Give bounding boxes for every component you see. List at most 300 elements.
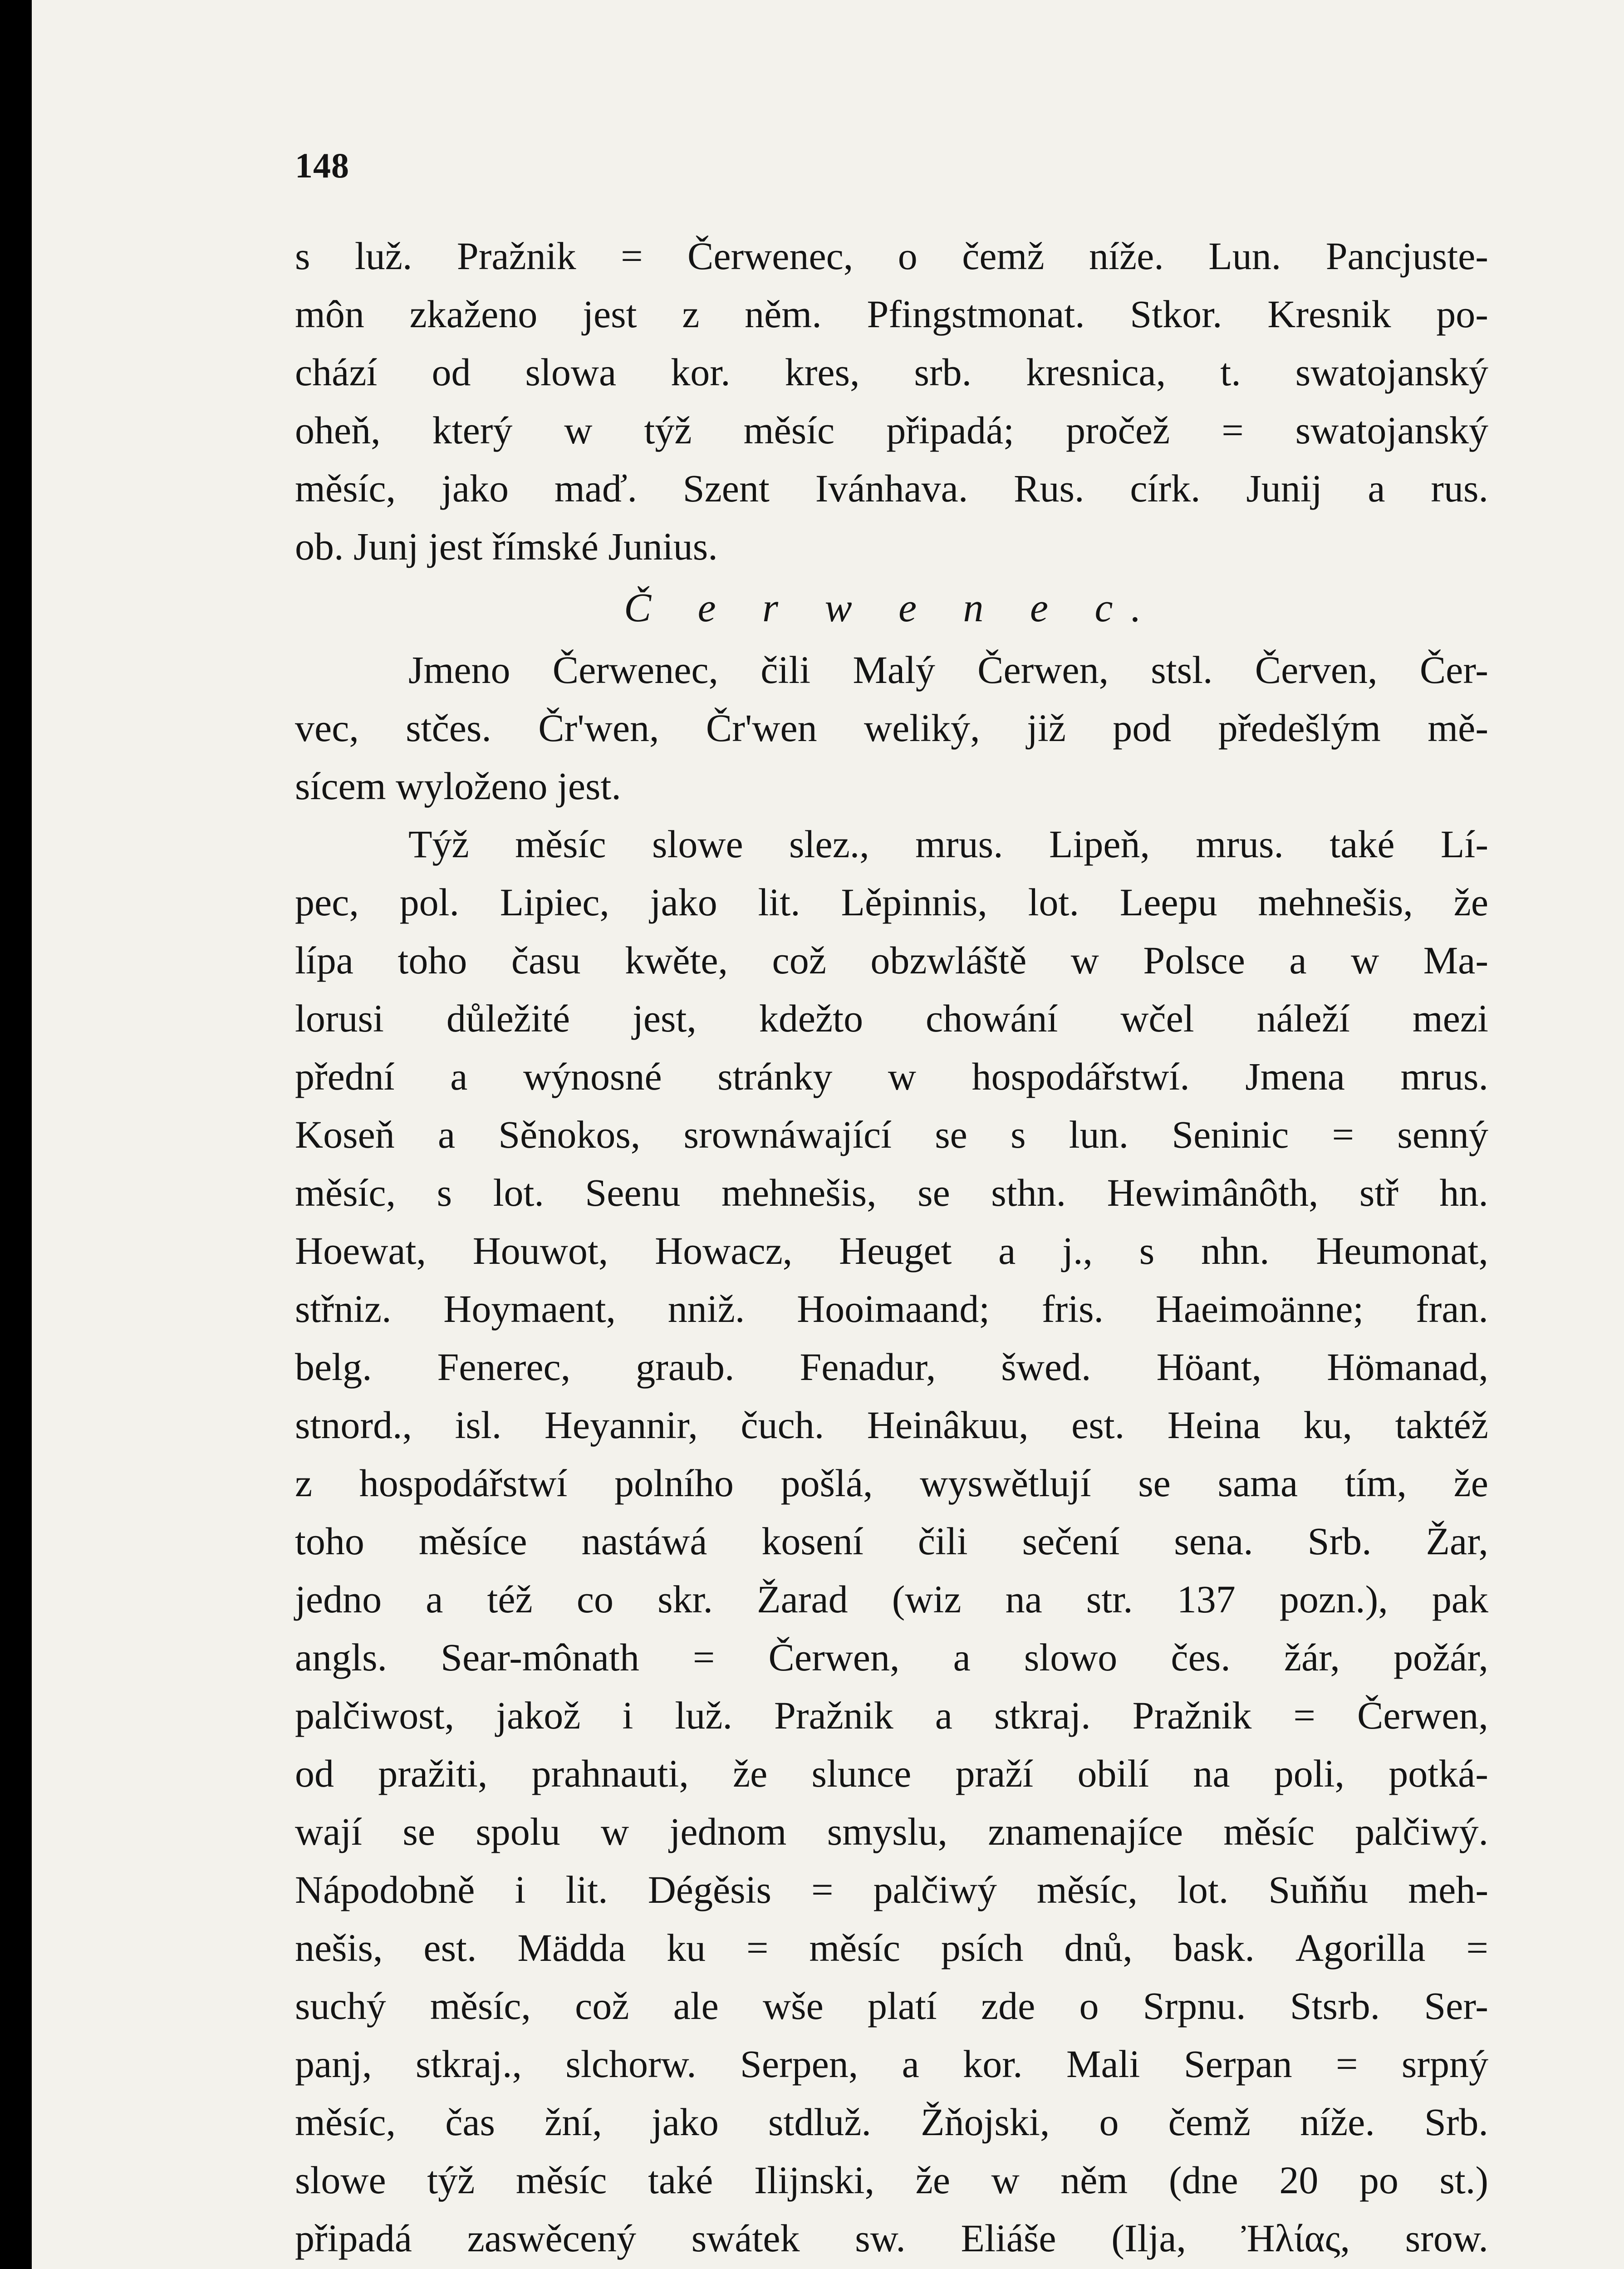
word: mezi (1412, 997, 1488, 1040)
text-line (295, 2093, 1488, 2151)
text-line (295, 931, 1488, 989)
word: poli, (1274, 1752, 1345, 1795)
word: Lipeň, (1049, 822, 1150, 866)
word: dnů, (1064, 1926, 1133, 1969)
word: = (1293, 1694, 1315, 1737)
word: Čr'wen (706, 706, 817, 750)
text-line (295, 1977, 1488, 2035)
text-line (295, 1338, 1488, 1396)
word: jakož (496, 1694, 581, 1737)
word: jest (583, 292, 637, 336)
word: maď. (554, 467, 637, 510)
word: = (1336, 2042, 1358, 2086)
word: měsíc (809, 1926, 901, 1969)
word: připadá (295, 2216, 412, 2260)
word: žár, (1284, 1635, 1340, 1679)
word: psích (941, 1926, 1024, 1969)
word: t. (1220, 350, 1241, 394)
word: str. (1086, 1577, 1133, 1621)
word: wyswětlují (920, 1461, 1091, 1505)
word: Ivánhava. (815, 467, 968, 510)
word: w (888, 1055, 917, 1098)
word: pražiti, (378, 1752, 488, 1795)
word: Mali (1066, 2042, 1140, 2086)
word: týž (427, 2158, 475, 2202)
word: také (1330, 822, 1395, 866)
text-line (295, 1570, 1488, 1628)
word: suchý (295, 1984, 386, 2028)
word: kosení (761, 1519, 864, 1563)
word: wčel (1120, 997, 1194, 1040)
word: Eliáše (961, 2216, 1056, 2260)
word: Pancjuste- (1325, 234, 1488, 278)
word: čas (445, 2100, 496, 2144)
word: senný (1397, 1113, 1488, 1156)
word: se (917, 1171, 950, 1214)
word: Mädda (517, 1926, 626, 1969)
word: mehnešis, (721, 1171, 877, 1214)
word: slowe (652, 822, 743, 866)
text-line (295, 1047, 1488, 1105)
word: palčiwý. (1355, 1810, 1488, 1853)
word: měsíc (743, 408, 835, 452)
word: potká- (1388, 1752, 1488, 1795)
text-line (295, 343, 1488, 401)
word: se (402, 1810, 436, 1853)
word: o (1079, 1984, 1099, 2028)
word: Červen, (1255, 648, 1378, 692)
word: smyslu, (827, 1810, 947, 1853)
word: w (564, 408, 593, 452)
word: Heyannir, (544, 1403, 698, 1447)
text-line (295, 1105, 1488, 1164)
word: Pfingstmonat. (867, 292, 1085, 336)
word: kwěte, (625, 938, 728, 982)
word: chází (295, 350, 378, 394)
word: čes. (1171, 1635, 1231, 1679)
word: Leepu (1119, 880, 1217, 924)
word: měsíc, (1036, 1868, 1138, 1911)
text-line (295, 1164, 1488, 1222)
word: slowo (1024, 1635, 1118, 1679)
word: = (1332, 1113, 1354, 1156)
text-line (295, 1628, 1488, 1686)
word: měsíc, (295, 1171, 396, 1214)
word: nastáwá (581, 1519, 707, 1563)
word: nhn. (1201, 1229, 1270, 1272)
word: Houwot, (472, 1229, 608, 1272)
word: kres, (785, 350, 860, 394)
intro-paragraph (295, 227, 1488, 575)
word: taktéž (1395, 1403, 1488, 1447)
word: šwed. (1001, 1345, 1091, 1389)
paragraph-2 (295, 815, 1488, 2267)
word: též (487, 1577, 533, 1621)
word: Koseň (295, 1113, 395, 1156)
word: znamenajíce (988, 1810, 1183, 1853)
word: o (898, 234, 917, 278)
word: náleží (1256, 997, 1350, 1040)
word: lun. (1069, 1113, 1129, 1156)
word: což (772, 938, 826, 982)
book-page (32, 0, 1624, 2269)
word: tím, (1344, 1461, 1407, 1505)
word: slchorw. (565, 2042, 697, 2086)
word: po- (1436, 292, 1488, 336)
word: Čerwen, (977, 648, 1109, 692)
word: sama (1217, 1461, 1298, 1505)
word: wají (295, 1810, 363, 1853)
text-line (295, 517, 1488, 575)
word: Týž (408, 822, 469, 866)
word: mrus. (1196, 822, 1284, 866)
word: wyloženo (396, 764, 548, 808)
text-line (295, 1686, 1488, 1744)
word: toho (397, 938, 467, 982)
word: w (1351, 938, 1379, 982)
word: Fenerec, (437, 1345, 571, 1389)
word: wše (763, 1984, 824, 2028)
word: z (682, 292, 700, 336)
word: lorusi (295, 997, 384, 1040)
word: se (1138, 1461, 1171, 1505)
word: Čerwen, (1357, 1694, 1488, 1737)
word: měsíc (515, 822, 606, 866)
word: lípa (295, 938, 353, 982)
text-line (295, 1454, 1488, 1512)
word: který (432, 408, 513, 452)
word: sthn. (991, 1171, 1066, 1214)
word: platí (867, 1984, 937, 2028)
word: Heinâkuu, (867, 1403, 1029, 1447)
word: (dne (1168, 2158, 1238, 2202)
word: pod (1113, 706, 1172, 750)
word: Ilijnski, (754, 2158, 875, 2202)
word: fran. (1415, 1287, 1488, 1331)
word: s (1011, 1113, 1026, 1156)
word: lit. (758, 880, 800, 924)
word: hospodářstwí. (971, 1055, 1190, 1098)
word: Lěpinnis, (841, 880, 987, 924)
word: pec, (295, 880, 359, 924)
word: sečení (1022, 1519, 1120, 1563)
word: Jmeno (408, 648, 510, 692)
word: Serpen, (740, 2042, 859, 2086)
word: palčiwý (873, 1868, 997, 1911)
word: obzwláště (870, 938, 1027, 982)
word: a (953, 1635, 971, 1679)
word: meh- (1408, 1868, 1488, 1911)
word: Srb. (1307, 1519, 1372, 1563)
text-line (295, 1280, 1488, 1338)
word: co (576, 1577, 613, 1621)
text-line (295, 1861, 1488, 1919)
word: srow. (1405, 2216, 1488, 2260)
word: a (998, 1229, 1016, 1272)
word: měsíc, (430, 1984, 531, 2028)
word: Szent (682, 467, 770, 510)
word: mrus. (915, 822, 1003, 866)
word: stkraj., (415, 2042, 522, 2086)
word: Serpan (1183, 2042, 1292, 2086)
word: jako (651, 2100, 719, 2144)
paragraph-1 (295, 641, 1488, 815)
word: Sěnokos, (498, 1113, 641, 1156)
word: stsl. (1151, 648, 1213, 692)
word: Čr'wen, (538, 706, 659, 750)
word: = (1466, 1926, 1488, 1969)
word: stčes. (406, 706, 491, 750)
word: a (426, 1577, 443, 1621)
word: také (648, 2158, 713, 2202)
word: přední (295, 1055, 395, 1098)
text-line (295, 1919, 1488, 1977)
word: od (432, 350, 471, 394)
text-line (295, 757, 1488, 815)
word: mehnešis, (1258, 880, 1413, 924)
text-line (295, 2209, 1488, 2267)
word: slunce (811, 1752, 912, 1795)
word: = (621, 234, 643, 278)
word: čemž (962, 234, 1045, 278)
word: Hewimânôth, (1107, 1171, 1319, 1214)
text-line (295, 873, 1488, 931)
word: Junj (353, 525, 419, 568)
word: Jmena (1245, 1055, 1345, 1098)
word: lit. (565, 1868, 608, 1911)
word: stř (1359, 1171, 1398, 1214)
word: měsíc (1223, 1810, 1315, 1853)
word: i (622, 1694, 633, 1737)
word: o (1099, 2100, 1119, 2144)
word: oheň, (295, 408, 381, 452)
word: níže. (1300, 2100, 1375, 2144)
word: čili (917, 1519, 968, 1563)
word: předešlým (1218, 706, 1381, 750)
word: že (733, 1752, 768, 1795)
word: Dégěsis (648, 1868, 771, 1911)
word: ku (667, 1926, 706, 1969)
text-line (295, 401, 1488, 459)
word: swátek (691, 2216, 800, 2260)
word: níže. (1089, 234, 1164, 278)
word: že (1453, 1461, 1488, 1505)
text-line (295, 1396, 1488, 1454)
word: s (295, 234, 310, 278)
word: sw. (855, 2216, 906, 2260)
word: panj, (295, 2042, 372, 2086)
word: Rus. (1014, 467, 1084, 510)
word: Polsce (1143, 938, 1245, 982)
text-line (295, 1512, 1488, 1570)
word: Pražnik (456, 234, 576, 278)
word: pak (1432, 1577, 1488, 1621)
word: spolu (476, 1810, 560, 1853)
word: (Ilja, (1111, 2216, 1187, 2260)
word: kor. (671, 350, 731, 394)
word: isl. (455, 1403, 502, 1447)
word: est. (1071, 1403, 1125, 1447)
page-number: 148 (295, 146, 349, 185)
word: s (437, 1171, 452, 1214)
text-line (295, 1744, 1488, 1802)
word: Lun. (1208, 234, 1281, 278)
word: 20 (1279, 2158, 1319, 2202)
word: a (1289, 938, 1307, 982)
word: Hoymaent, (443, 1287, 616, 1331)
word: weliký, (864, 706, 980, 750)
word: jest, (632, 997, 697, 1040)
word: Heina (1167, 1403, 1261, 1447)
word: Hoewat, (295, 1229, 426, 1272)
word: ale (673, 1984, 719, 2028)
word: mrus. (1400, 1055, 1488, 1098)
word: Žar, (1426, 1519, 1488, 1563)
word: Höant, (1156, 1345, 1262, 1389)
text-line (295, 815, 1488, 873)
word: toho (295, 1519, 364, 1563)
text-line (295, 285, 1488, 343)
word: angls. (295, 1635, 388, 1679)
word: môn (295, 292, 364, 336)
word: a (935, 1694, 952, 1737)
word: z (295, 1461, 313, 1505)
word: srb. (914, 350, 972, 394)
word: stránky (717, 1055, 833, 1098)
text-line (295, 699, 1488, 757)
body-text (295, 227, 1488, 2267)
word: římské (492, 525, 599, 568)
word: pol. (399, 880, 459, 924)
word: hospodářstwí (359, 1461, 568, 1505)
word: Hooimaand; (797, 1287, 990, 1331)
word: času (511, 938, 581, 982)
word: mě- (1428, 706, 1488, 750)
text-line (295, 227, 1488, 285)
word: Čer- (1419, 648, 1488, 692)
word: Seninic (1172, 1113, 1289, 1156)
word: Žarad (757, 1577, 848, 1621)
text-line (295, 459, 1488, 517)
word: Čerwenec, (687, 234, 854, 278)
word: graub. (636, 1345, 735, 1389)
word: Ἠλίας, (1241, 2216, 1350, 2260)
word: zkaženo (409, 292, 538, 336)
word: = (692, 1635, 715, 1679)
word: na (1005, 1577, 1042, 1621)
word: měsíce (418, 1519, 527, 1563)
word: ob. (295, 525, 344, 568)
word: důležité (446, 997, 570, 1040)
text-line (295, 1222, 1488, 1280)
word: = (746, 1926, 769, 1969)
word: Suňňu (1268, 1868, 1369, 1911)
word: nniž. (667, 1287, 745, 1331)
word: rus. (1431, 467, 1488, 510)
word: Stkor. (1130, 292, 1222, 336)
word: pošlá, (780, 1461, 873, 1505)
word: Junius. (608, 525, 718, 568)
word: kor. (963, 2042, 1023, 2086)
word: srpný (1401, 2042, 1488, 2086)
word: stnord., (295, 1403, 412, 1447)
word: obilí (1077, 1752, 1149, 1795)
word: luž. (675, 1694, 732, 1737)
word: belg. (295, 1345, 372, 1389)
word: po (1359, 2158, 1398, 2202)
word: pozn.), (1279, 1577, 1388, 1621)
word: = (811, 1868, 834, 1911)
word: jako (441, 467, 509, 510)
word: bask. (1173, 1926, 1255, 1969)
word: Sear-mônath (441, 1635, 639, 1679)
word: něm. (745, 292, 822, 336)
word: Nápodobně (295, 1868, 475, 1911)
word: žní, (545, 2100, 602, 2144)
word: Hömanad, (1327, 1345, 1488, 1389)
word: jedno (295, 1577, 382, 1621)
word: a (902, 2042, 919, 2086)
word: est. (423, 1926, 477, 1969)
word: vec, (295, 706, 359, 750)
word: círk. (1130, 467, 1201, 510)
word: nešis, (295, 1926, 383, 1969)
section-heading: Č e r w e n e c. (624, 585, 1159, 630)
word: Heumonat, (1316, 1229, 1488, 1272)
word: s (1139, 1229, 1155, 1272)
word: w (1070, 938, 1099, 982)
word: kdežto (759, 997, 864, 1040)
word: zaswěcený (467, 2216, 637, 2260)
word: Srpnu. (1143, 1984, 1246, 2028)
word: srownáwající (683, 1113, 892, 1156)
word: skr. (657, 1577, 713, 1621)
word: jest (428, 525, 483, 568)
word: slowa (525, 350, 617, 394)
word: chowání (926, 997, 1058, 1040)
word: swatojanský (1295, 350, 1488, 394)
word: sena. (1174, 1519, 1253, 1563)
word: Čerwen, (768, 1635, 900, 1679)
word: w (601, 1810, 629, 1853)
word: zde (981, 1984, 1035, 2028)
word: 137 (1177, 1577, 1236, 1621)
word: w (991, 2158, 1020, 2202)
word: Čerwenec, (552, 648, 719, 692)
word: kresnica, (1026, 350, 1166, 394)
word: stkraj. (994, 1694, 1091, 1737)
word: Pražnik (774, 1694, 893, 1737)
word: Žňojski, (921, 2100, 1050, 2144)
word: polního (614, 1461, 734, 1505)
text-line (295, 2151, 1488, 2209)
word: Lipiec, (500, 880, 609, 924)
word: čuch. (741, 1403, 824, 1447)
word: sícem (295, 764, 386, 808)
word: wýnosné (523, 1055, 662, 1098)
word: i (515, 1868, 526, 1911)
text-line (295, 2035, 1488, 2093)
word: na (1193, 1752, 1230, 1795)
word: čemž (1168, 2100, 1251, 2144)
word: palčiwost, (295, 1694, 455, 1737)
word: Kresnik (1267, 292, 1391, 336)
word: pročež (1066, 408, 1170, 452)
word: praží (955, 1752, 1034, 1795)
word: Seenu (585, 1171, 681, 1214)
word: j., (1062, 1229, 1093, 1272)
word: Ser- (1424, 1984, 1488, 2028)
